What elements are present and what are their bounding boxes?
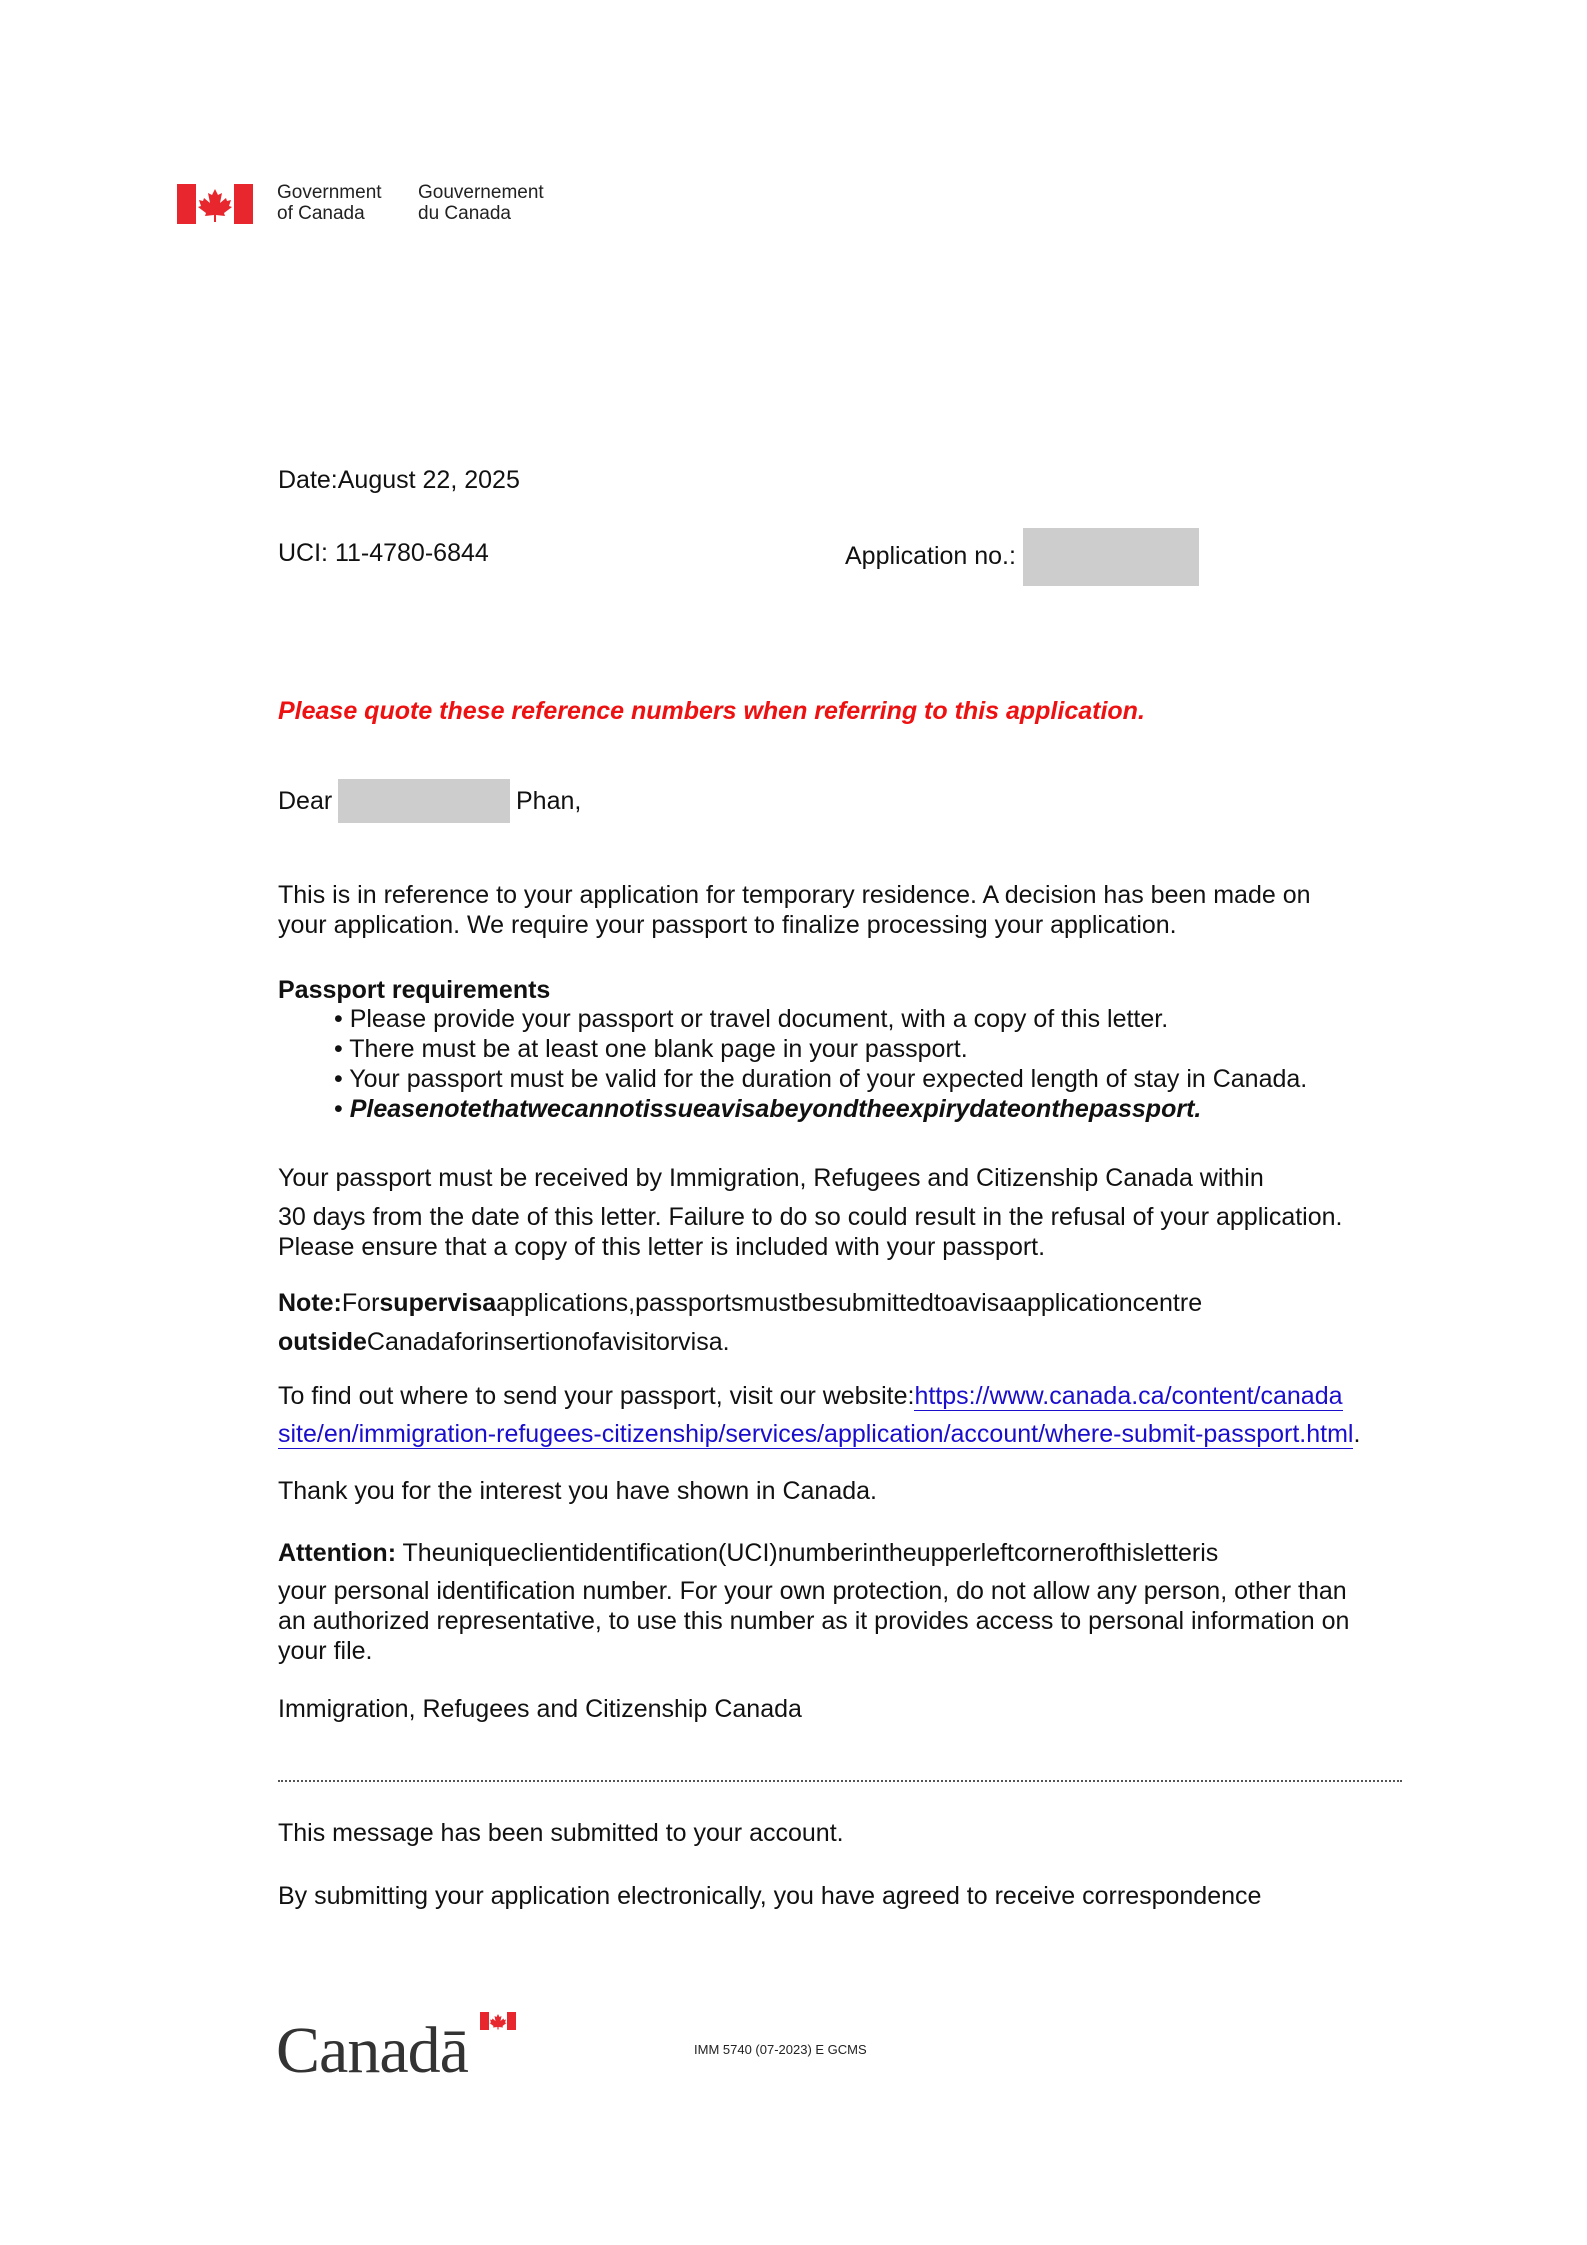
receipt-line: Your passport must be received by Immigration, Refugees and Citizenship Canada within <box>278 1164 1264 1192</box>
redacted-application-number <box>1023 528 1199 586</box>
where-submit-passport-link-cont[interactable]: site/en/immigration-refugees-citizenship/services/application/account/where-submit-passport.html <box>278 1420 1354 1448</box>
greeting-suffix: Phan, <box>516 787 582 815</box>
requirement-item: • Please provide your passport or travel document, with a copy of this letter. <box>334 1005 1169 1033</box>
intro-line: your application. We require your passport to finalize processing your application. <box>278 911 1177 939</box>
uci-number: UCI: 11-4780-6844 <box>278 539 489 567</box>
website-line2 <box>278 1419 1360 1449</box>
attention-paragraph <box>278 1576 1349 1666</box>
attention-line: your file. <box>278 1637 373 1665</box>
gov-en-line2: of Canada <box>277 203 365 224</box>
website-line <box>278 1381 1343 1411</box>
note-rest: applications,passportsmustbesubmittedtoavisaapplicationcentre <box>496 1289 1203 1317</box>
requirements-list <box>334 1004 1307 1124</box>
requirements-heading: Passport requirements <box>278 976 551 1004</box>
note-end: Canadaforinsertionofavisitorvisa. <box>366 1328 730 1356</box>
requirement-item-note <box>334 1094 1307 1124</box>
attention-line: an authorized representative, to use this number as it provides access to personal information on <box>278 1607 1350 1635</box>
letter-date: Date:August 22, 2025 <box>278 466 520 494</box>
canada-flag-icon <box>177 184 253 224</box>
requirement-item: • There must be at least one blank page in your passport. <box>334 1035 968 1063</box>
greeting-prefix: Dear <box>278 787 333 815</box>
gov-en-line1: Government <box>277 182 382 203</box>
redacted-first-name <box>338 779 510 823</box>
note-label: Note: <box>278 1289 342 1317</box>
note-for: For <box>341 1289 380 1317</box>
attention-text: Theuniqueclientidentification(UCI)numberintheupperleftcornerofthisletteris <box>402 1539 1219 1567</box>
receipt-paragraph <box>278 1202 1342 1262</box>
expiry-note: Pleasenotethatwecannotissueavisabeyondtheexpirydateonthepassport. <box>349 1095 1202 1123</box>
electronic-line: By submitting your application electronically, you have agreed to receive correspondence <box>278 1882 1262 1910</box>
bullet: • <box>334 1095 350 1123</box>
reference-note: Please quote these reference numbers when referring to this application. <box>278 697 1145 725</box>
application-number-label: Application no.: <box>845 542 1016 570</box>
note-outside: outside <box>278 1328 367 1356</box>
intro-paragraph <box>278 880 1311 940</box>
dotted-divider <box>278 1780 1402 1782</box>
receipt-line: Please ensure that a copy of this letter is included with your passport. <box>278 1233 1046 1261</box>
website-prefix: To find out where to send your passport, visit our website: <box>278 1382 915 1410</box>
gov-fr-line2: du Canada <box>418 203 511 224</box>
wordmark-flag-icon <box>480 2012 516 2030</box>
note-supervisa: supervisa <box>379 1289 497 1317</box>
requirement-item: • Your passport must be valid for the duration of your expected length of stay in Canada. <box>334 1065 1308 1093</box>
super-visa-note <box>278 1288 1202 1318</box>
website-period: . <box>1353 1420 1361 1448</box>
canada-wordmark-text: Canadā <box>276 2014 468 2087</box>
where-submit-passport-link[interactable]: https://www.canada.ca/content/canada <box>914 1382 1343 1410</box>
form-number: IMM 5740 (07-2023) E GCMS <box>694 2042 867 2057</box>
attention-label: Attention: <box>278 1539 397 1567</box>
attention-line: your personal identification number. For your own protection, do not allow any person, other than <box>278 1577 1347 1605</box>
submitted-line: This message has been submitted to your account. <box>278 1819 844 1847</box>
gov-fr-line1: Gouvernement <box>418 182 544 203</box>
signature-line: Immigration, Refugees and Citizenship Canada <box>278 1695 802 1723</box>
canada-wordmark <box>276 2012 536 2092</box>
goc-signature <box>177 184 577 234</box>
thanks-line: Thank you for the interest you have shown in Canada. <box>278 1477 877 1505</box>
super-visa-note-line2 <box>278 1327 730 1357</box>
intro-line: This is in reference to your application for temporary residence. A decision has been made on <box>278 881 1311 909</box>
attention-line1 <box>278 1538 1218 1568</box>
receipt-line: 30 days from the date of this letter. Failure to do so could result in the refusal of your application. <box>278 1203 1343 1231</box>
